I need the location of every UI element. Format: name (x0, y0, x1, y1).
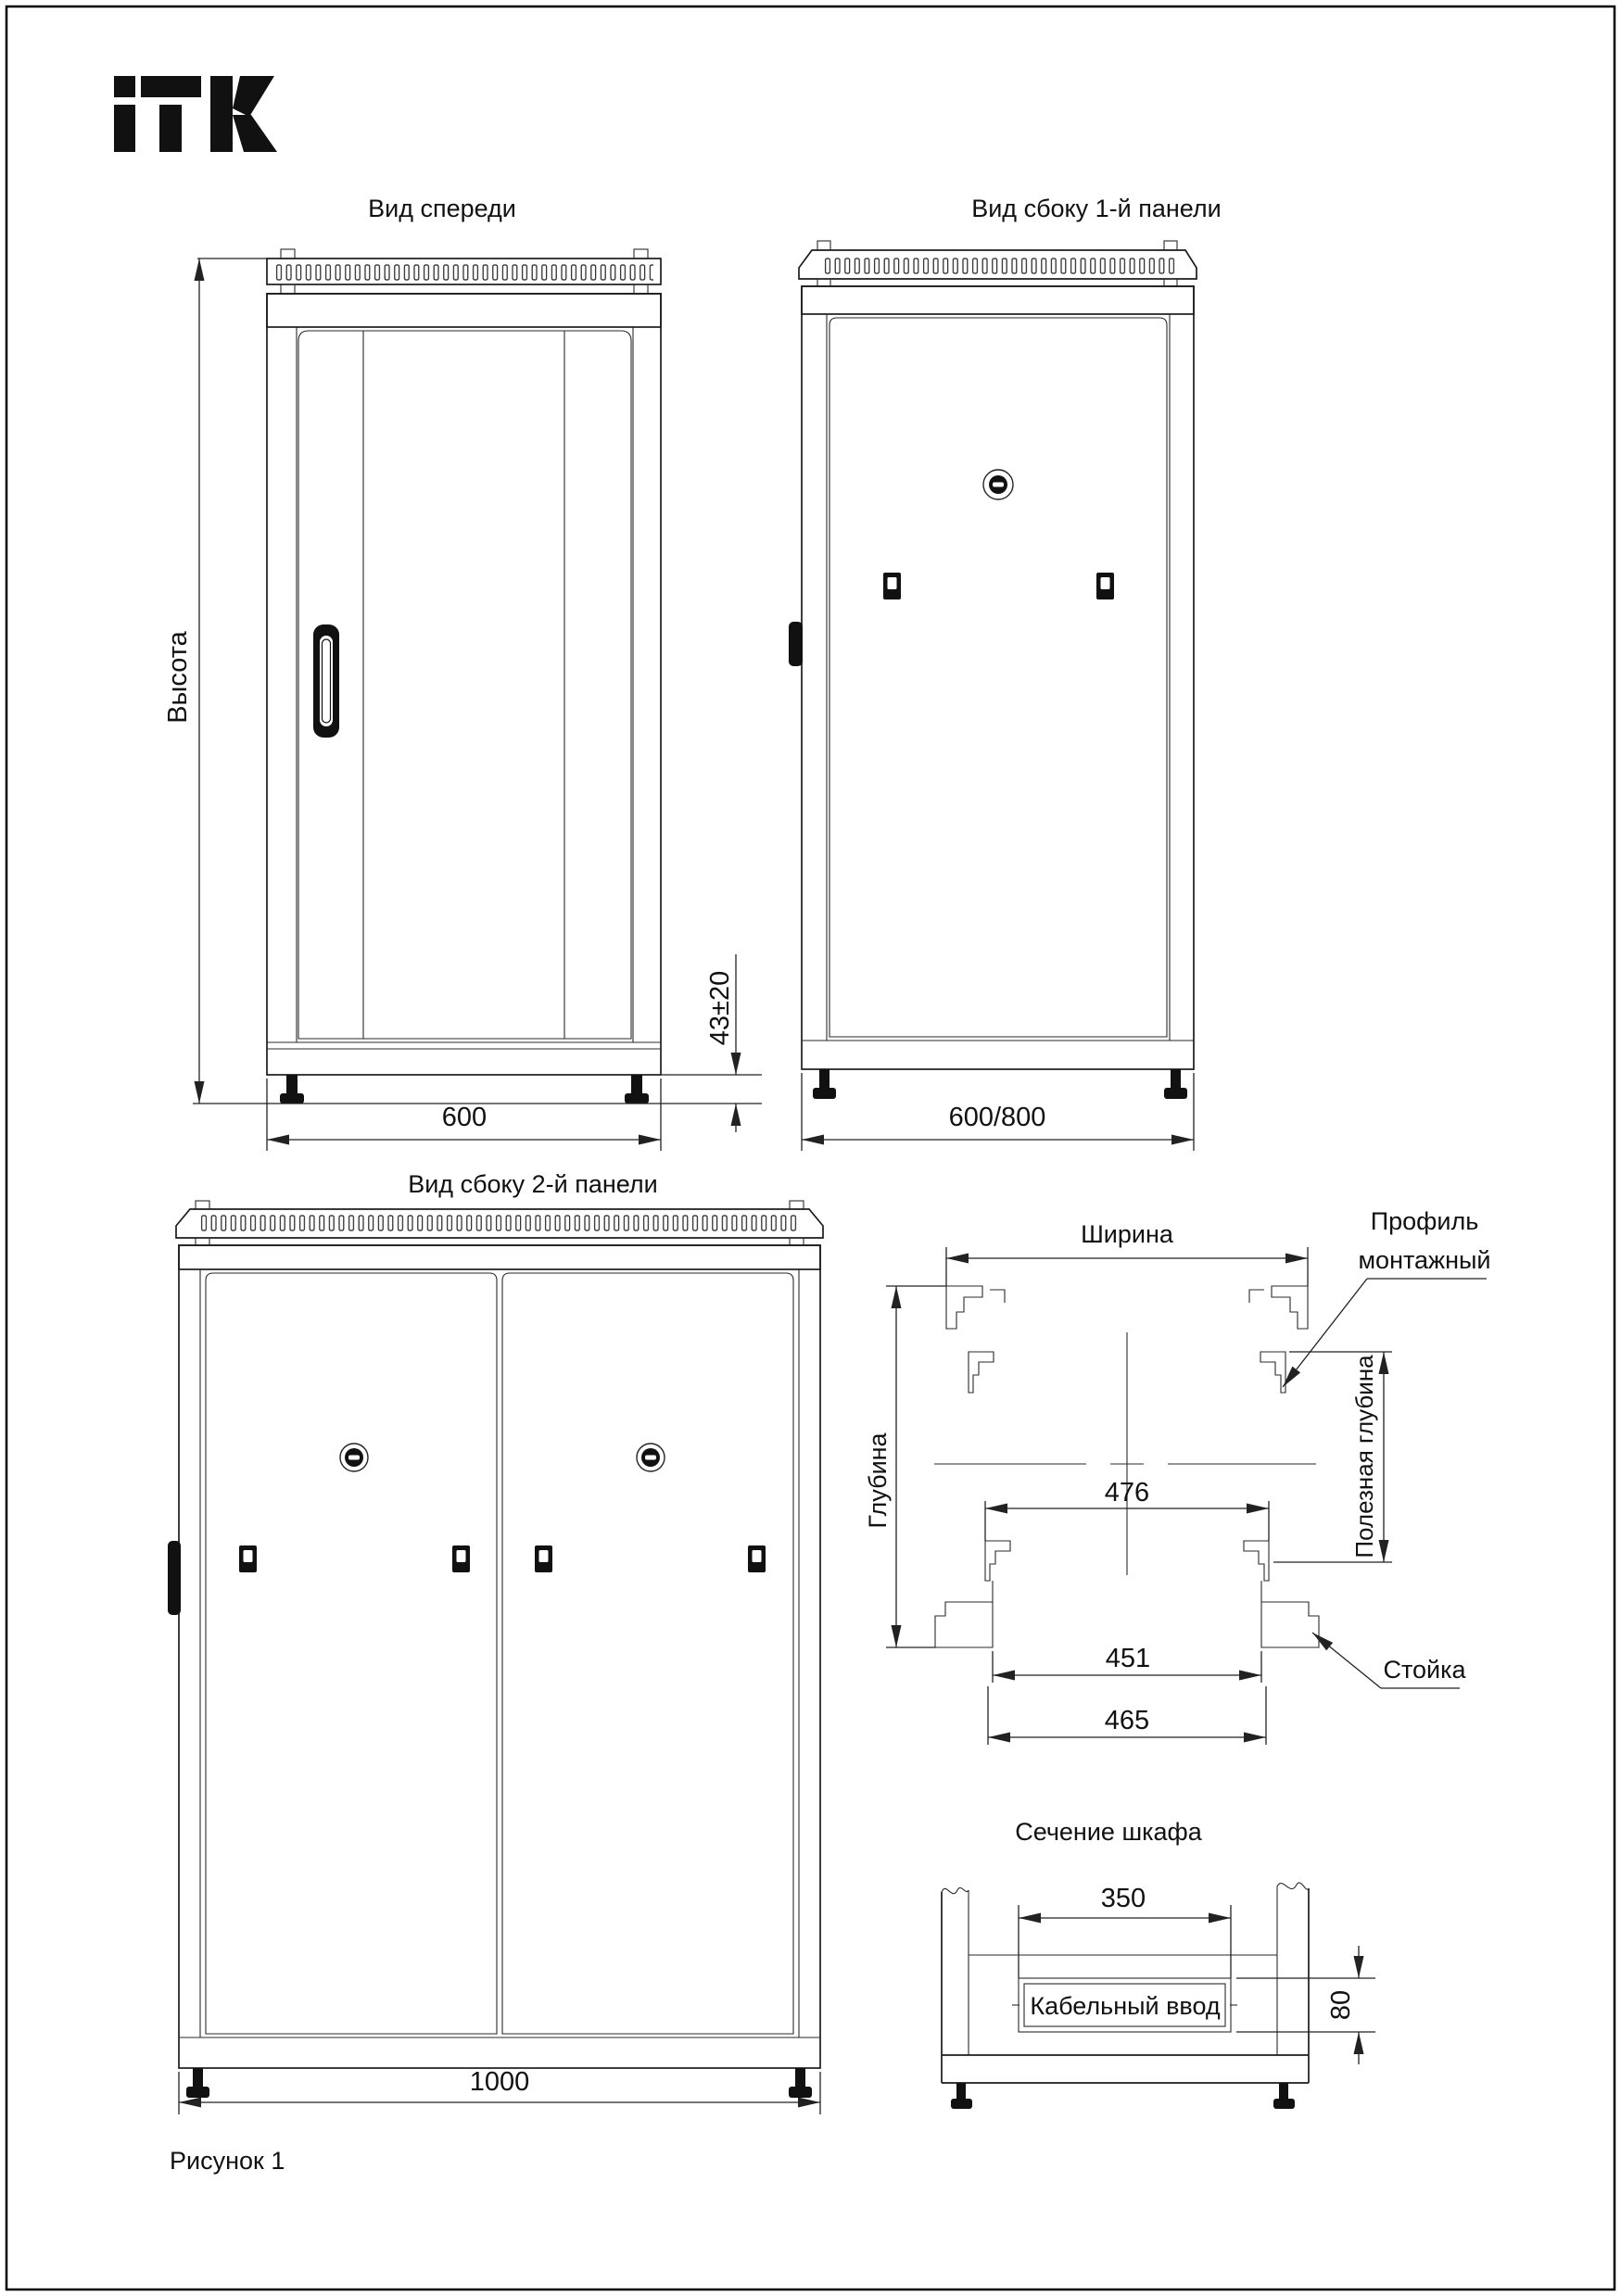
useful-depth-label: Полезная глубина (1350, 1355, 1378, 1558)
dim-80 (1236, 1946, 1375, 2064)
width-label: Ширина (1081, 1220, 1173, 1248)
width-dimension-600 (267, 1079, 661, 1151)
top-band (802, 286, 1194, 314)
width-dim-text: 1000 (469, 2067, 530, 2097)
rack-post-left (935, 1581, 993, 1647)
dim-80-text: 80 (1326, 1989, 1356, 2021)
side-panel (829, 318, 1167, 1037)
front-profile-left (946, 1286, 982, 1329)
panel-latch (535, 1545, 552, 1572)
panel-latch (748, 1545, 766, 1572)
side-view-2 (168, 1170, 823, 2114)
edge-handle (168, 1541, 181, 1615)
base-section-title: Сечение шкафа (1015, 1818, 1202, 1846)
leveling-foot (1273, 2083, 1295, 2109)
lifting-tab (196, 1201, 209, 1209)
vent-grille (199, 1213, 798, 1231)
figure-caption: Рисунок 1 (170, 2147, 285, 2175)
leveling-foot (625, 1075, 649, 1104)
cable-entry (1012, 1978, 1237, 2032)
dim-465 (988, 1686, 1266, 1745)
rack-post-callout (1312, 1633, 1467, 1688)
depth-dimension (864, 1286, 946, 1647)
door-handle (313, 624, 339, 738)
profile-hook-right (1249, 1290, 1264, 1303)
width-dimension-1000 (179, 2067, 820, 2114)
cabinet-base-section-view (942, 1818, 1375, 2109)
panel-latch (883, 573, 901, 599)
rack-post-right (1261, 1581, 1319, 1647)
vent-grille (823, 256, 1175, 274)
lifting-tab (1164, 241, 1177, 250)
leveling-foot (789, 2068, 812, 2098)
lifting-tab (281, 249, 295, 259)
panel-lock (637, 1444, 665, 1471)
mounting-profile-callout (1283, 1207, 1491, 1387)
mounting-profile-right (1260, 1352, 1285, 1393)
sheet-border (6, 6, 1615, 2290)
height-dimension (163, 259, 267, 1104)
front-door (298, 331, 631, 1039)
foot-adjust-dimension (661, 954, 762, 1132)
dim-476-text: 476 (1104, 1478, 1150, 1508)
dim-465-text: 465 (1104, 1706, 1150, 1735)
side-view-1-title: Вид сбоку 1-й панели (971, 195, 1222, 222)
leveling-foot (1164, 1069, 1187, 1099)
top-band (267, 294, 661, 327)
cap-bracket (1164, 279, 1177, 286)
panel-lock (983, 470, 1013, 499)
leveling-foot (186, 2068, 209, 2098)
panel-latch (452, 1545, 470, 1572)
width-dim-text: 600 (441, 1103, 488, 1132)
dim-350-text: 350 (1100, 1884, 1146, 1913)
rack-post-label: Стойка (1383, 1656, 1466, 1684)
edge-handle (789, 622, 803, 666)
front-profile-right (1272, 1286, 1308, 1329)
width-dimension (946, 1220, 1308, 1286)
depth-label: Глубина (864, 1432, 892, 1529)
height-label: Высота (163, 631, 193, 724)
foot-adjust-text: 43±20 (705, 970, 735, 1046)
panel-lock (340, 1444, 368, 1471)
break-line (1277, 1883, 1309, 1889)
vent-grille (274, 262, 653, 281)
mounting-profile-left (969, 1352, 994, 1393)
leveling-foot (280, 1075, 304, 1104)
lifting-tab (790, 1201, 804, 1209)
itk-logo-icon (114, 76, 277, 152)
mounting-profile-label-2: монтажный (1358, 1246, 1491, 1274)
side-panel-left (206, 1273, 497, 2034)
side-view-1 (789, 195, 1222, 1151)
front-view (163, 195, 762, 1151)
cap-bracket (281, 284, 295, 294)
panel-latch (1096, 573, 1114, 599)
dim-350 (1019, 1884, 1231, 1978)
panel-latch (239, 1545, 257, 1572)
cable-entry-label: Кабельный ввод (1030, 1992, 1221, 2020)
lifting-tab (817, 241, 830, 250)
cabinet-body (179, 1245, 820, 2068)
cap-bracket (634, 284, 648, 294)
dim-451-text: 451 (1105, 1644, 1151, 1673)
rear-profile-right (1244, 1541, 1269, 1581)
depth-dimension (802, 1073, 1194, 1151)
top-band (179, 1245, 820, 1269)
cap-bracket (790, 1238, 804, 1245)
cabinet-body (802, 286, 1194, 1069)
profile-hook-left (990, 1290, 1005, 1303)
useful-depth-dimension (1273, 1352, 1392, 1562)
lifting-tab (634, 249, 648, 259)
side-panel-right (502, 1273, 793, 2034)
cap-bracket (817, 279, 830, 286)
leveling-foot (813, 1069, 836, 1099)
cross-section-view (864, 1207, 1491, 1745)
break-line (942, 1887, 969, 1893)
leveling-foot (951, 2083, 972, 2109)
depth-dim-text: 600/800 (948, 1103, 1046, 1132)
side-view-2-title: Вид сбоку 2-й панели (408, 1170, 658, 1198)
dim-451 (993, 1644, 1261, 1683)
mounting-profile-label-1: Профиль (1370, 1207, 1479, 1235)
front-view-title: Вид спереди (368, 195, 516, 222)
cap-bracket (196, 1238, 209, 1245)
rear-profile-left (985, 1541, 1010, 1581)
